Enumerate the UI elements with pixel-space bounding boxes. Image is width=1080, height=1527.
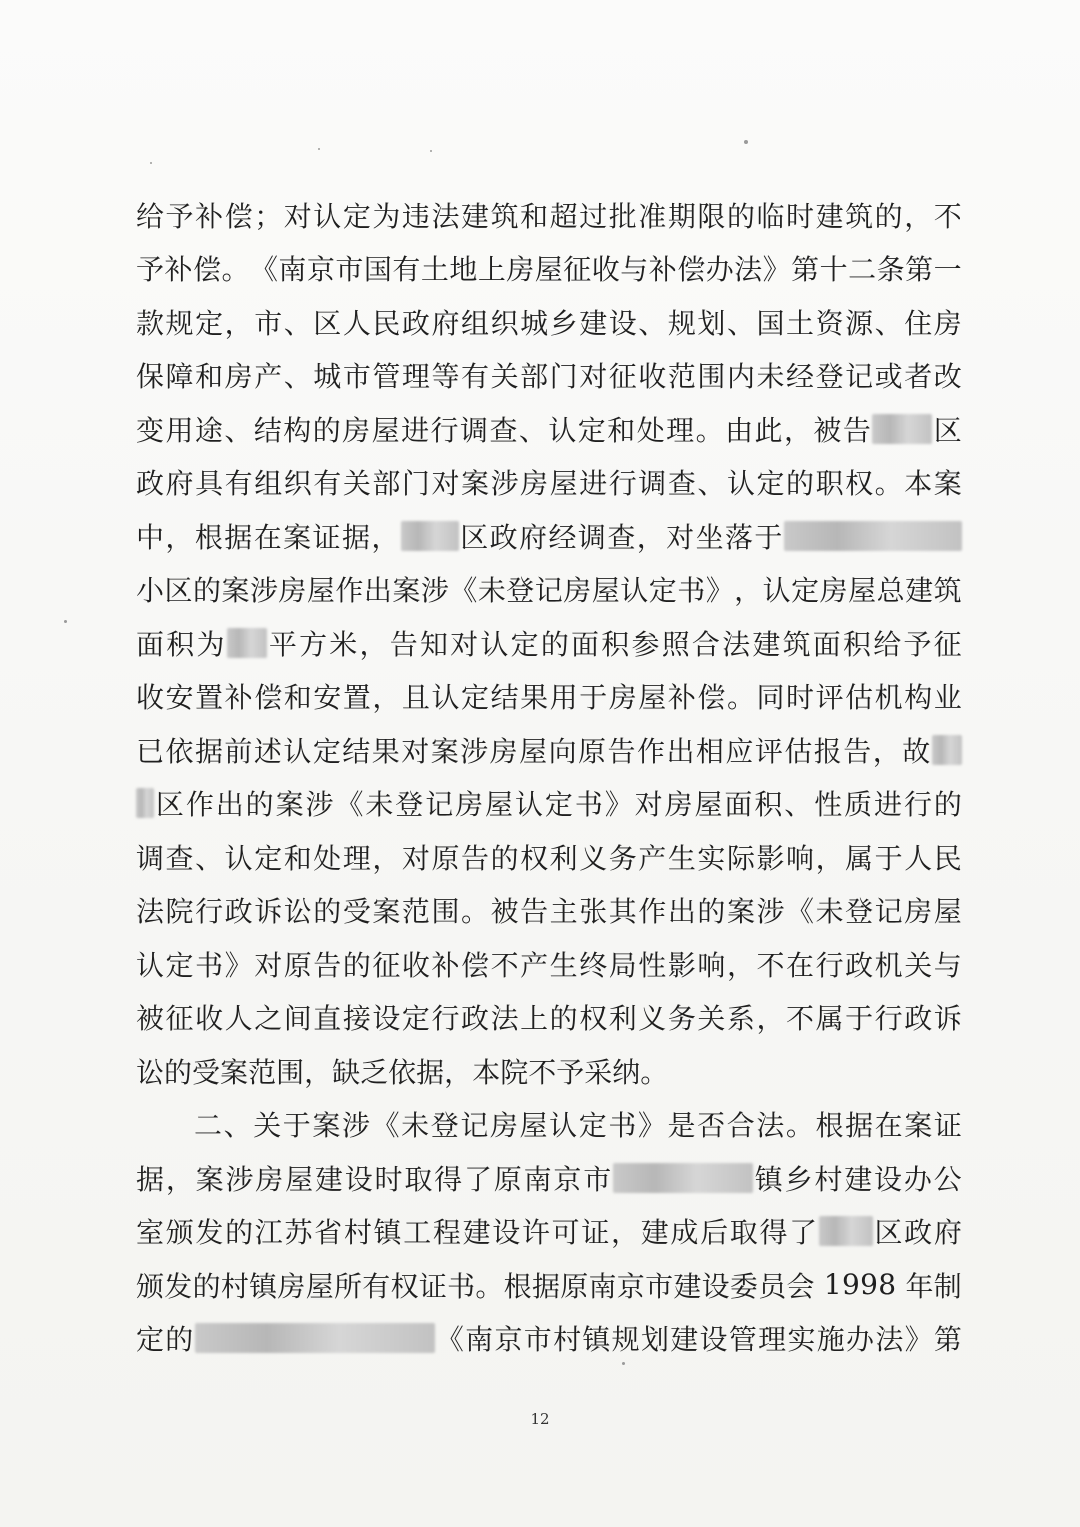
text-line: 被 征 收 人 之 间 直 接 设 定 行 政 法 上 的 权 利 义 务 关 系 ， 不 属 于 行 政 诉 bbox=[136, 1002, 962, 1036]
scan-speck bbox=[150, 162, 152, 164]
scan-speck bbox=[430, 150, 432, 152]
redaction-blur bbox=[932, 735, 962, 765]
text-line: 定 的 《 南 京 市 村 镇 规 划 建 设 管 理 实 施 办 法 》 第 bbox=[136, 1323, 962, 1357]
scan-speck bbox=[744, 140, 748, 144]
text-line: 给 予 补 偿 ； 对 认 定 为 违 法 建 筑 和 超 过 批 准 期 限 的 临 时 建 筑 的 ， 不 bbox=[136, 199, 962, 233]
text-line: 法 院 行 政 诉 讼 的 受 案 范 围 。 被 告 主 张 其 作 出 的 案 涉 《 未 登 记 房 屋 bbox=[136, 895, 962, 929]
text-line: 据 ， 案 涉 房 屋 建 设 时 取 得 了 原 南 京 市 镇 乡 村 建 设 办 公 bbox=[136, 1162, 962, 1196]
page-number: 12 bbox=[530, 1410, 550, 1428]
text-line: 认 定 书 》 对 原 告 的 征 收 补 偿 不 产 生 终 局 性 影 响 ， 不 在 行 政 机 关 与 bbox=[136, 948, 962, 982]
redaction-blur bbox=[613, 1163, 753, 1193]
text-line: 小 区 的 案 涉 房 屋 作 出 案 涉 《 未 登 记 房 屋 认 定 书 》 ， 认 定 房 屋 总 建 筑 bbox=[136, 574, 962, 608]
text-line: 颁 发 的 村 镇 房 屋 所 有 权 证 书 。 根 据 原 南 京 市 建 设 委 员 会 1 9 9 8 年 制 bbox=[136, 1268, 962, 1303]
text-line: 面 积 为 平 方 米 ， 告 知 对 认 定 的 面 积 参 照 合 法 建 筑 面 积 给 予 征 bbox=[136, 627, 962, 661]
text-line: 讼 的 受 案 范 围 ， 缺 乏 依 据 ， 本 院 不 予 采 纳 。 bbox=[136, 1055, 669, 1089]
text-line: 中 ， 根 据 在 案 证 据 ， 区 政 府 经 调 查 ， 对 坐 落 于 bbox=[136, 509, 962, 563]
redaction-blur bbox=[819, 1216, 873, 1246]
text-line: 室 颁 发 的 江 苏 省 村 镇 工 程 建 设 许 可 证 ， 建 成 后 取 得 了 区 政 府 bbox=[136, 1216, 962, 1250]
text-line: 政 府 具 有 组 织 有 关 部 门 对 案 涉 房 屋 进 行 调 查 、 认 定 的 职 权 。 本 案 bbox=[136, 467, 962, 501]
text-line: 变 用 途 、 结 构 的 房 屋 进 行 调 查 、 认 定 和 处 理 。 由 此 ， 被 告 区 bbox=[136, 413, 962, 447]
text-line: 区 作 出 的 案 涉 《 未 登 记 房 屋 认 定 书 》 对 房 屋 面 积 、 性 质 进 行 的 bbox=[136, 777, 962, 831]
body-text bbox=[136, 188, 962, 1365]
text-line: 二 、 关 于 案 涉 《 未 登 记 房 屋 认 定 书 》 是 否 合 法 。 根 据 在 案 证 bbox=[194, 1109, 962, 1143]
text-line: 收 安 置 补 偿 和 安 置 ， 且 认 定 结 果 用 于 房 屋 补 偿 。 同 时 评 估 机 构 业 bbox=[136, 681, 962, 715]
text-line: 保 障 和 房 产 、 城 市 管 理 等 有 关 部 门 对 征 收 范 围 内 未 经 登 记 或 者 改 bbox=[136, 360, 962, 394]
redaction-blur bbox=[401, 521, 459, 551]
redaction-blur bbox=[227, 628, 267, 658]
scan-speck bbox=[318, 148, 320, 150]
scan-speck bbox=[64, 620, 67, 623]
text-line: 已 依 据 前 述 认 定 结 果 对 案 涉 房 屋 向 原 告 作 出 相 应 评 估 报 告 ， 故 bbox=[136, 723, 962, 777]
text-line: 款 规 定 ， 市 、 区 人 民 政 府 组 织 城 乡 建 设 、 规 划 、 国 土 资 源 、 住 房 bbox=[136, 306, 962, 340]
scan-speck bbox=[622, 1362, 625, 1365]
redaction-blur bbox=[195, 1323, 435, 1353]
redaction-blur bbox=[784, 521, 962, 551]
text-line: 调 查 、 认 定 和 处 理 ， 对 原 告 的 权 利 义 务 产 生 实 际 影 响 ， 属 于 人 民 bbox=[136, 841, 962, 875]
text-line: 予 补 偿 。 《 南 京 市 国 有 土 地 上 房 屋 征 收 与 补 偿 办 法 》 第 十 二 条 第 一 bbox=[136, 253, 962, 287]
redaction-blur bbox=[136, 788, 154, 818]
redaction-blur bbox=[872, 414, 932, 444]
